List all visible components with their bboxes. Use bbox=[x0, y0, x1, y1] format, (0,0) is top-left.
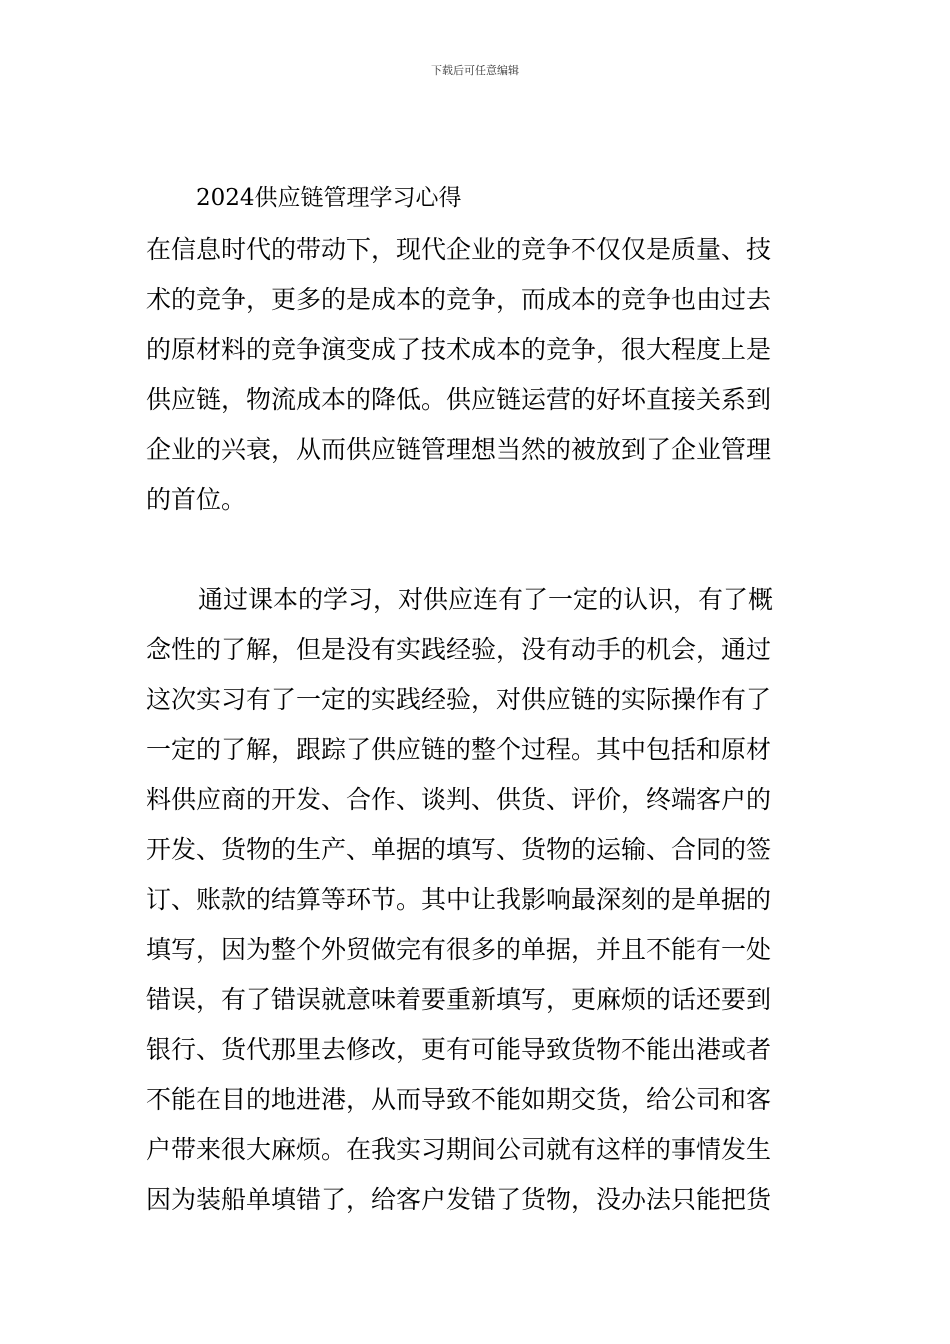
text-line: 术的竞争，更多的是成本的竞争，而成本的竞争也由过去 bbox=[146, 285, 772, 314]
text-line: 开发、货物的生产、单据的填写、货物的运输、合同的签 bbox=[146, 835, 772, 864]
text-line: 在信息时代的带动下，现代企业的竞争不仅仅是质量、技 bbox=[146, 235, 772, 264]
text-line: 供应链，物流成本的降低。供应链运营的好坏直接关系到 bbox=[146, 385, 772, 414]
paragraph-2 bbox=[146, 575, 806, 1225]
text-line: 错误，有了错误就意味着要重新填写，更麻烦的话还要到 bbox=[146, 985, 772, 1014]
text-line: 填写，因为整个外贸做完有很多的单据，并且不能有一处 bbox=[146, 935, 772, 964]
text-line: 订、账款的结算等环节。其中让我影响最深刻的是单据的 bbox=[146, 885, 772, 914]
text-line: 料供应商的开发、合作、谈判、供货、评价，终端客户的 bbox=[146, 785, 772, 814]
text-line: 企业的兴衰，从而供应链管理想当然的被放到了企业管理 bbox=[146, 435, 772, 464]
text-line: 户带来很大麻烦。在我实习期间公司就有这样的事情发生 bbox=[146, 1135, 772, 1164]
text-line: 通过课本的学习，对供应连有了一定的认识，有了概 bbox=[198, 585, 774, 614]
text-line: 念性的了解，但是没有实践经验，没有动手的机会，通过 bbox=[146, 635, 772, 664]
text-line: 这次实习有了一定的实践经验，对供应链的实际操作有了 bbox=[146, 685, 772, 714]
text-line: 因为装船单填错了，给客户发错了货物，没办法只能把货 bbox=[146, 1185, 772, 1214]
text-line: 银行、货代那里去修改，更有可能导致货物不能出港或者 bbox=[146, 1035, 772, 1064]
text-line: 的原材料的竞争演变成了技术成本的竞争，很大程度上是 bbox=[146, 335, 772, 364]
text-line: 一定的了解，跟踪了供应链的整个过程。其中包括和原材 bbox=[146, 735, 772, 764]
paragraph-1 bbox=[146, 225, 806, 525]
text-line: 的首位。 bbox=[146, 485, 247, 514]
header-note: 下载后可任意编辑 bbox=[431, 64, 519, 77]
document-title: 2024供应链管理学习心得 bbox=[196, 185, 462, 211]
text-line: 不能在目的地进港，从而导致不能如期交货，给公司和客 bbox=[146, 1085, 772, 1114]
